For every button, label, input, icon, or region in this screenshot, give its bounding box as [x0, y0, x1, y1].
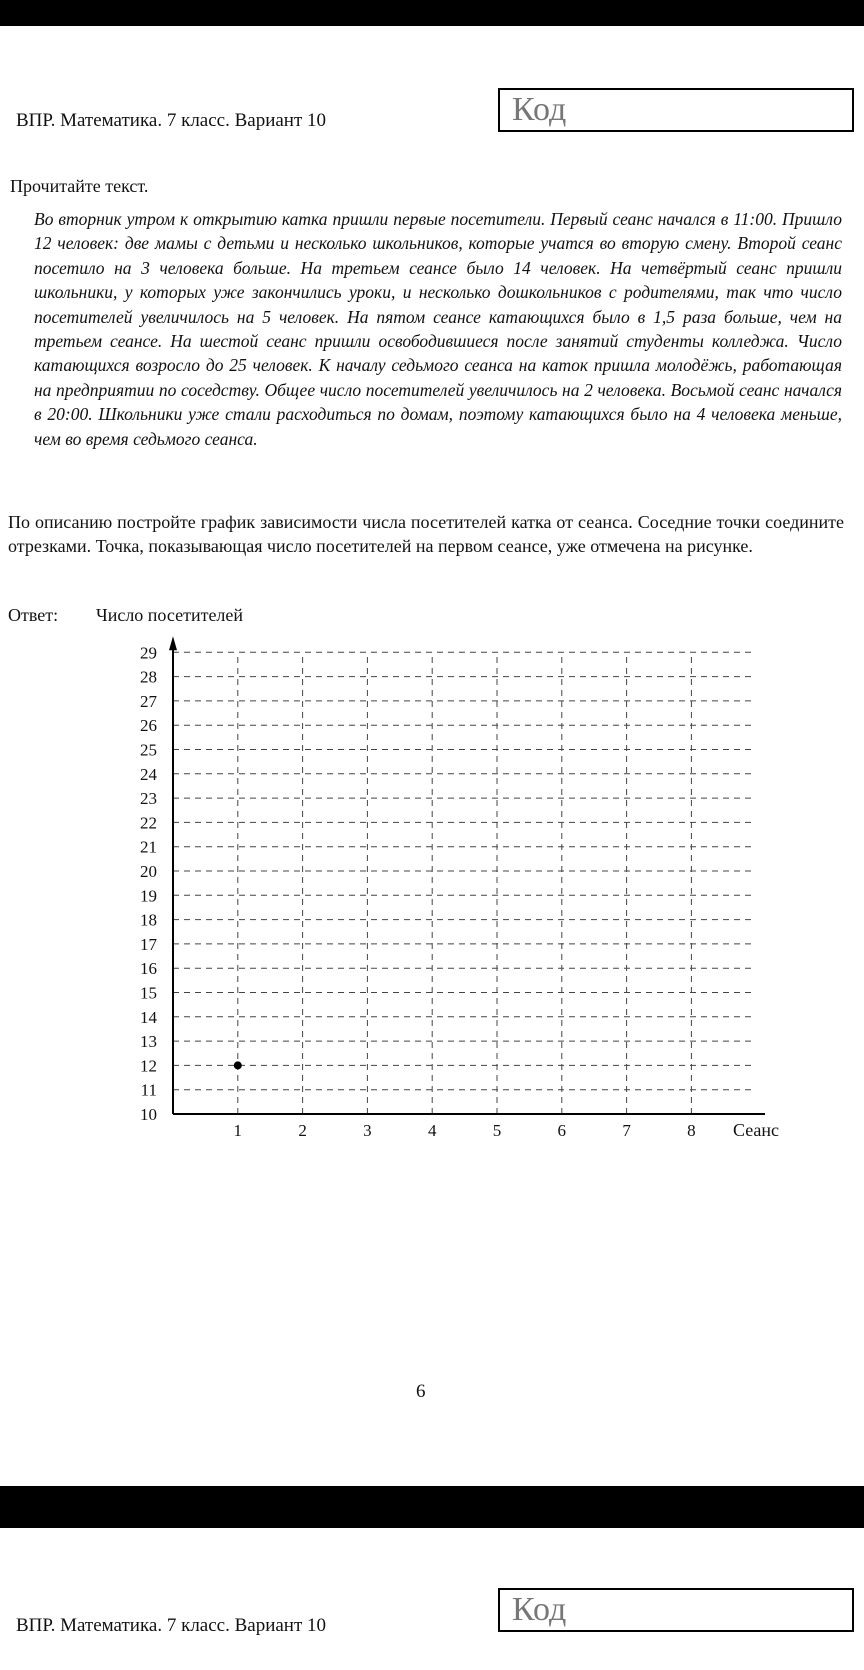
y-tick-label-22: 22 — [140, 813, 157, 833]
y-tick-label-21: 21 — [140, 837, 157, 857]
y-tick-label-14: 14 — [140, 1007, 157, 1027]
y-tick-label-25: 25 — [140, 740, 157, 760]
x-tick-label-2: 2 — [298, 1121, 307, 1140]
y-tick-label-15: 15 — [140, 983, 157, 1003]
y-tick-label-12: 12 — [140, 1056, 157, 1076]
visitors-chart[interactable] — [0, 620, 864, 1160]
y-tick-label-29: 29 — [140, 643, 157, 663]
y-tick-label-24: 24 — [140, 764, 157, 784]
y-tick-label-10: 10 — [140, 1105, 157, 1124]
y-tick-label-11: 11 — [140, 1080, 157, 1100]
top-black-bar — [0, 0, 864, 26]
y-tick-label-19: 19 — [140, 886, 157, 906]
page-separator-bar — [0, 1486, 864, 1528]
y-tick-label-17: 17 — [140, 934, 157, 954]
data-point-session-1 — [234, 1061, 242, 1069]
next-page-header-title: ВПР. Математика. 7 класс. Вариант 10 — [16, 1615, 327, 1636]
x-axis-title: Сеанс — [733, 1120, 780, 1140]
y-tick-label-16: 16 — [140, 959, 157, 979]
page-header-title: ВПР. Математика. 7 класс. Вариант 10 — [16, 110, 327, 131]
x-tick-label-8: 8 — [687, 1121, 696, 1140]
y-tick-label-27: 27 — [140, 691, 157, 711]
y-tick-label-28: 28 — [140, 667, 157, 687]
x-tick-label-5: 5 — [492, 1121, 502, 1140]
task-text: По описанию постройте график зависимости числа посетителей катка от сеанса. Соседние точки соедините отрезками. Точка, показывающая число посетителей на первом сеансе, уже отмечена на рисунке. — [8, 512, 844, 556]
code-box: Код — [498, 88, 854, 132]
page-number: 6 — [416, 1381, 426, 1402]
read-prompt: Прочитайте текст. — [10, 176, 149, 196]
x-tick-label-4: 4 — [427, 1121, 437, 1140]
x-tick-label-1: 1 — [233, 1121, 243, 1140]
x-tick-label-7: 7 — [622, 1121, 631, 1140]
y-tick-label-18: 18 — [140, 910, 157, 930]
y-axis-arrow — [169, 636, 177, 650]
next-page-code-box: Код — [498, 1588, 854, 1632]
story-text: Во вторник утром к открытию катка пришли первые посетители. Первый сеанс начался в 11:00. Пришло 12 человек: две мамы с детьми и несколько школьников, которые учатся во вторую смену. Второй сеанс посетило на 3 человека больше. На третьем сеансе было 14 человек. На четвёртый сеанс пришли школьники, у которых уже закончились уроки, и несколько дошкольников с родителями, так что число посетителей увеличилось на 5 человек. На пятом сеансе катающихся было в 1,5 раза больше, чем на третьем сеансе. На шестой сеанс пришли освободившиеся после занятий студенты колледжа. Число катающихся возросло до 25 человек. К началу седьмого сеанса на каток пришла молодёжь, работающая на предприятии по соседству. Общее число посетителей увеличилось на 2 человека. Восьмой сеанс начался в 20:00. Школьники уже стали расходиться по домам, поэтому катающихся было на 4 человека меньше, чем во время седьмого сеанса. — [34, 209, 842, 449]
y-tick-label-26: 26 — [140, 716, 157, 736]
x-tick-label-6: 6 — [557, 1121, 567, 1140]
x-tick-label-3: 3 — [363, 1121, 372, 1140]
y-tick-label-23: 23 — [140, 789, 157, 809]
y-tick-label-13: 13 — [140, 1032, 157, 1052]
y-tick-label-20: 20 — [140, 862, 157, 881]
answer-label: Ответ: — [8, 605, 59, 625]
y-axis-title: Число посетителей — [96, 605, 244, 625]
